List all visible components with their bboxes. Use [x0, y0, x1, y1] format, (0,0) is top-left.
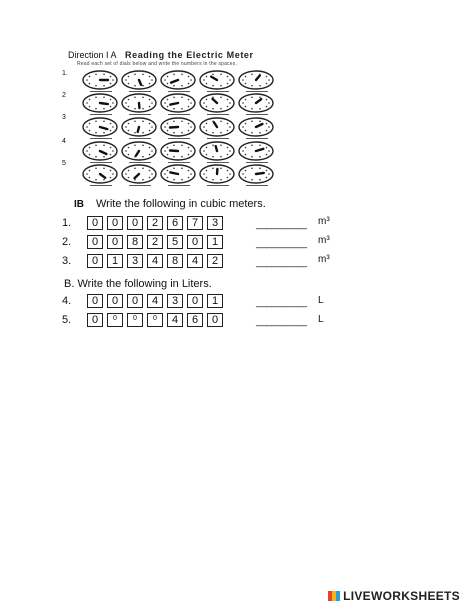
digit-cell: 3 [127, 254, 143, 268]
digit-cell: 0 [87, 235, 103, 249]
answer-field-4[interactable]: __________ [256, 297, 307, 308]
meter-dial-icon [121, 93, 157, 113]
meter-dial-icon [82, 141, 118, 161]
meter-dial-icon [160, 117, 196, 137]
digit-cell: 0 [87, 254, 103, 268]
digit-cell: 0 [107, 294, 123, 308]
digit-cell: 2 [207, 254, 223, 268]
dial-answer-line[interactable] [129, 185, 151, 186]
digit-cell: 0 [127, 216, 143, 230]
unit-label-4: L [318, 295, 324, 306]
dial-answer-line[interactable] [207, 114, 229, 115]
digit-cell: 0 [187, 235, 203, 249]
answer-field-5[interactable]: __________ [256, 316, 307, 327]
digit-cell: 0 [187, 294, 203, 308]
meter-dial-icon [121, 164, 157, 184]
meter-dial-icon [82, 164, 118, 184]
meter-dial-icon [82, 70, 118, 90]
dial-answer-line[interactable] [168, 185, 190, 186]
meter-row-4 [87, 294, 227, 308]
digit-cell: 8 [167, 254, 183, 268]
digit-cell: 0 [107, 313, 123, 327]
digit-cell: 4 [147, 254, 163, 268]
meter-dial-icon [121, 117, 157, 137]
meter-dial-icon [238, 117, 274, 137]
meter-dial-icon [199, 70, 235, 90]
meter-dial-icon [199, 117, 235, 137]
answer-field-2[interactable]: __________ [256, 238, 307, 249]
liveworksheets-logo-icon [328, 590, 340, 602]
digit-cell: 0 [87, 216, 103, 230]
digit-cell: 7 [187, 216, 203, 230]
unit-label-3: m³ [318, 254, 330, 265]
dial-answer-line[interactable] [168, 162, 190, 163]
digit-cell: 3 [167, 294, 183, 308]
digit-cell: 3 [207, 216, 223, 230]
dial-answer-line[interactable] [129, 138, 151, 139]
digit-cell: 4 [167, 313, 183, 327]
dial-answer-line[interactable] [129, 114, 151, 115]
section-c-label: B. [64, 278, 75, 290]
meter-dial-icon [121, 141, 157, 161]
direction-a-subtitle: Read each set of dials below and write the numbers in the spaces. [77, 61, 238, 67]
unit-label-1: m³ [318, 216, 330, 227]
dial-row-number: 4 [62, 138, 66, 145]
dial-answer-line[interactable] [129, 162, 151, 163]
section-c-text: Write the following in Liters. [77, 278, 212, 290]
dial-row-number: 5 [62, 160, 66, 167]
meter-dial-icon [82, 117, 118, 137]
dial-answer-line[interactable] [246, 114, 268, 115]
dial-answer-line[interactable] [168, 138, 190, 139]
meter-dial-icon [238, 93, 274, 113]
row-3-number: 3. [62, 255, 72, 267]
digit-cell: 4 [147, 294, 163, 308]
dial-row-number: 3 [62, 114, 66, 121]
row-2-number: 2. [62, 236, 72, 248]
meter-row-5 [87, 313, 227, 327]
section-b-instruction: Write the following in cubic meters. [96, 198, 266, 210]
meter-dial-icon [160, 164, 196, 184]
dial-answer-line[interactable] [207, 162, 229, 163]
dial-answer-line[interactable] [246, 138, 268, 139]
digit-cell: 6 [187, 313, 203, 327]
digit-cell: 0 [87, 313, 103, 327]
digit-cell: 4 [187, 254, 203, 268]
digit-cell: 1 [107, 254, 123, 268]
digit-cell: 1 [207, 235, 223, 249]
dial-answer-line[interactable] [168, 91, 190, 92]
digit-cell: 0 [107, 235, 123, 249]
dial-answer-line[interactable] [246, 91, 268, 92]
row-5-number: 5. [62, 314, 72, 326]
meter-dial-icon [160, 93, 196, 113]
dial-row-number: 1. [62, 70, 68, 77]
meter-dial-icon [121, 70, 157, 90]
meter-dial-icon [238, 164, 274, 184]
meter-row-3 [87, 254, 227, 268]
digit-cell: 8 [127, 235, 143, 249]
dial-answer-line[interactable] [90, 162, 112, 163]
dial-answer-line[interactable] [207, 138, 229, 139]
dial-answer-line[interactable] [207, 91, 229, 92]
unit-label-2: m³ [318, 235, 330, 246]
liveworksheets-logo [328, 589, 460, 603]
answer-field-1[interactable]: __________ [256, 219, 307, 230]
section-c-instruction [64, 278, 212, 290]
meter-dial-icon [82, 93, 118, 113]
dial-answer-line[interactable] [246, 162, 268, 163]
meter-dial-icon [199, 93, 235, 113]
logo-text: LIVEWORKSHEETS [343, 589, 460, 603]
digit-cell: 0 [147, 313, 163, 327]
meter-dial-icon [160, 141, 196, 161]
dial-answer-line[interactable] [90, 138, 112, 139]
digit-cell: 0 [87, 294, 103, 308]
meter-dial-icon [238, 141, 274, 161]
meter-dial-icon [199, 141, 235, 161]
answer-field-3[interactable]: __________ [256, 257, 307, 268]
dial-answer-line[interactable] [129, 91, 151, 92]
meter-row-1 [87, 216, 227, 230]
dial-answer-line[interactable] [90, 91, 112, 92]
dial-answer-line[interactable] [246, 185, 268, 186]
dial-answer-line[interactable] [90, 114, 112, 115]
row-1-number: 1. [62, 217, 72, 229]
direction-a-label: Direction I A [68, 50, 117, 60]
row-4-number: 4. [62, 295, 72, 307]
digit-cell: 0 [127, 294, 143, 308]
digit-cell: 2 [147, 235, 163, 249]
meter-dial-icon [238, 70, 274, 90]
digit-cell: 2 [147, 216, 163, 230]
dial-answer-line[interactable] [207, 185, 229, 186]
digit-cell: 1 [207, 294, 223, 308]
meter-dial-icon [160, 70, 196, 90]
digit-cell: 6 [167, 216, 183, 230]
dial-answer-line[interactable] [168, 114, 190, 115]
dial-row-number: 2 [62, 92, 66, 99]
digit-cell: 0 [127, 313, 143, 327]
digit-cell: 0 [207, 313, 223, 327]
meter-row-2 [87, 235, 227, 249]
meter-dial-icon [199, 164, 235, 184]
unit-label-5: L [318, 314, 324, 325]
digit-cell: 5 [167, 235, 183, 249]
dial-answer-line[interactable] [90, 185, 112, 186]
section-b-label: IB [74, 199, 84, 210]
digit-cell: 0 [107, 216, 123, 230]
direction-a-title: Reading the Electric Meter [125, 50, 254, 60]
